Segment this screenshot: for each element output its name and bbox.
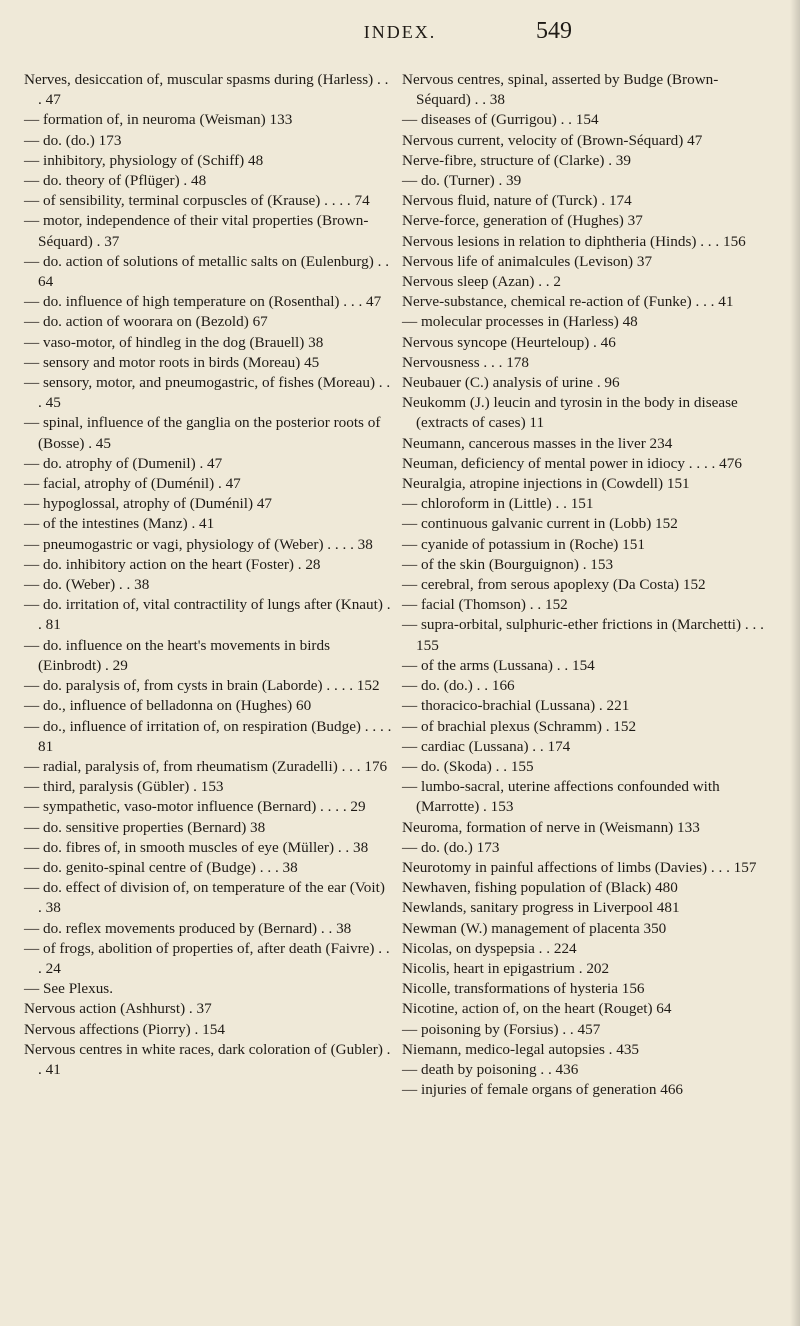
index-entry: Neubauer (C.) analysis of urine . 96 bbox=[402, 374, 620, 392]
index-entry: Nervous fluid, nature of (Turck) . 174 bbox=[402, 192, 632, 210]
index-entry: — hypoglossal, atrophy of (Duménil) 47 bbox=[24, 495, 273, 513]
index-entry: Nicolis, heart in epigastrium . 202 bbox=[402, 959, 610, 977]
index-entry: Nervous centres in white races, dark coloration of (Gubler) . . 41 bbox=[24, 1040, 391, 1078]
index-entry: — diseases of (Gurrigou) . . 154 bbox=[402, 111, 599, 129]
index-entry: Newhaven, fishing population of (Black) 480 bbox=[402, 879, 678, 897]
index-entry: — cyanide of potassium in (Roche) 151 bbox=[402, 535, 645, 553]
index-entry: Nerves, desiccation of, muscular spasms during (Harless) . . . 47 bbox=[24, 71, 389, 109]
index-entry: — do. paralysis of, from cysts in brain (Laborde) . . . . 152 bbox=[24, 677, 380, 695]
index-entry: — do. influence on the heart's movements in birds (Einbrodt) . 29 bbox=[24, 636, 330, 674]
index-entry: — do., influence of irritation of, on respiration (Budge) . . . . 81 bbox=[24, 717, 392, 755]
index-entry: Nicolle, transformations of hysteria 156 bbox=[402, 980, 645, 998]
index-entry: Neumann, cancerous masses in the liver 234 bbox=[402, 434, 673, 452]
index-entry: — do. fibres of, in smooth muscles of eye (Müller) . . 38 bbox=[24, 838, 369, 856]
index-entry: Neukomm (J.) leucin and tyrosin in the body in disease (extracts of cases) 11 bbox=[402, 394, 738, 432]
index-entry: — of the intestines (Manz) . 41 bbox=[24, 515, 215, 533]
index-entry: Nicolas, on dyspepsia . . 224 bbox=[402, 939, 577, 957]
index-entry: — of the skin (Bourguignon) . 153 bbox=[402, 555, 614, 573]
index-entry: — facial, atrophy of (Duménil) . 47 bbox=[24, 475, 241, 493]
index-entry: — do. inhibitory action on the heart (Foster) . 28 bbox=[24, 555, 321, 573]
index-entry: — poisoning by (Forsius) . . 457 bbox=[402, 1020, 601, 1038]
index-entry: Nervous affections (Piorry) . 154 bbox=[24, 1020, 225, 1038]
index-entry: — do. action of solutions of metallic salts on (Eulenburg) . . 64 bbox=[24, 252, 390, 291]
index-entry: Nerve-fibre, structure of (Clarke) . 39 bbox=[402, 151, 631, 169]
index-entry: — sensory and motor roots in birds (Moreau) 45 bbox=[24, 353, 320, 371]
index-entry: — do., influence of belladonna on (Hughes) 60 bbox=[24, 697, 312, 715]
index-entry: — cerebral, from serous apoplexy (Da Costa) 152 bbox=[402, 576, 706, 594]
index-entry: — do. reflex movements produced by (Bernard) . . 38 bbox=[24, 919, 352, 937]
index-entry: — do. (do.) 173 bbox=[24, 131, 122, 149]
index-entry: — do. (do.) . . 166 bbox=[402, 677, 515, 695]
index-entry: — chloroform in (Little) . . 151 bbox=[402, 495, 594, 513]
index-entry: Nerve-force, generation of (Hughes) 37 bbox=[402, 212, 643, 230]
index-entry: — do. effect of division of, on temperature of the ear (Voit) . 38 bbox=[24, 879, 385, 917]
index-entry: Nervous centres, spinal, asserted by Budge (Brown-Séquard) . . 38 bbox=[402, 71, 719, 109]
index-entry: — do. sensitive properties (Bernard) 38 bbox=[24, 818, 266, 836]
index-entry: Niemann, medico-legal autopsies . 435 bbox=[402, 1040, 640, 1058]
index-entry: — do. theory of (Pflüger) . 48 bbox=[24, 172, 207, 190]
index-entry: Nervous life of animalcules (Levison) 37 bbox=[402, 252, 653, 270]
index-entry: Nervous lesions in relation to diphtheria (Hinds) . . . 156 bbox=[402, 232, 746, 250]
index-entry: Neuralgia, atropine injections in (Cowdell) 151 bbox=[402, 475, 690, 493]
index-entry: — spinal, influence of the ganglia on the posterior roots of (Bosse) . 45 bbox=[24, 414, 381, 452]
index-entry: Nervous sleep (Azan) . . 2 bbox=[402, 273, 561, 291]
index-entry: Nicotine, action of, on the heart (Rouget) 64 bbox=[402, 1000, 672, 1018]
index-entry: — do. (do.) 173 bbox=[402, 838, 500, 856]
page-title: INDEX. bbox=[363, 22, 437, 42]
index-entry: Neuman, deficiency of mental power in idiocy . . . . 476 bbox=[402, 454, 742, 472]
index-entry: — sensory, motor, and pneumogastric, of fishes (Moreau) . . . 45 bbox=[24, 374, 391, 412]
index-entry: — lumbo-sacral, uterine affections confounded with (Marrotte) . 153 bbox=[402, 778, 720, 816]
index-entry: — do. (Weber) . . 38 bbox=[24, 576, 150, 594]
index-entry: — sympathetic, vaso-motor influence (Bernard) . . . . 29 bbox=[24, 798, 366, 816]
page-number: 549 bbox=[536, 18, 572, 44]
index-entry: — do. influence of high temperature on (Rosenthal) . . . 47 bbox=[24, 293, 382, 311]
index-entry: — facial (Thomson) . . 152 bbox=[402, 596, 568, 614]
index-entry: — death by poisoning . . 436 bbox=[402, 1060, 579, 1078]
index-entry: Nervous syncope (Heurteloup) . 46 bbox=[402, 333, 616, 351]
index-entry: — do. (Skoda) . . 155 bbox=[402, 757, 534, 775]
index-entry: — formation of, in neuroma (Weisman) 133 bbox=[24, 111, 293, 129]
index-entry: — of frogs, abolition of properties of, after death (Faivre) . . . 24 bbox=[24, 939, 390, 977]
index-entry: — do. action of woorara on (Bezold) 67 bbox=[24, 313, 268, 331]
index-entry: Newlands, sanitary progress in Liverpool 481 bbox=[402, 899, 680, 917]
index-entry: — thoracico-brachial (Lussana) . 221 bbox=[402, 697, 630, 715]
index-entry: — supra-orbital, sulphuric-ether frictions in (Marchetti) . . . 155 bbox=[402, 616, 764, 654]
index-entry: Nervousness . . . 178 bbox=[402, 353, 529, 371]
page-header bbox=[0, 12, 800, 58]
index-entry: Neurotomy in painful affections of limbs (Davies) . . . 157 bbox=[402, 858, 757, 876]
index-entry: — motor, independence of their vital properties (Brown-Séquard) . 37 bbox=[24, 212, 369, 250]
index-entry: — third, paralysis (Gübler) . 153 bbox=[24, 778, 224, 796]
index-entry: Newman (W.) management of placenta 350 bbox=[402, 919, 667, 937]
index-entry: Nerve-substance, chemical re-action of (Funke) . . . 41 bbox=[402, 293, 734, 311]
index-column-right bbox=[402, 70, 768, 1100]
index-entry: — radial, paralysis of, from rheumatism (Zuradelli) . . . 176 bbox=[24, 757, 388, 775]
index-entry: — See Plexus. bbox=[24, 980, 114, 998]
page-edge-shadow bbox=[790, 0, 800, 1326]
index-entry: Nervous action (Ashhurst) . 37 bbox=[24, 1000, 212, 1018]
index-entry: — do. irritation of, vital contractility of lungs after (Knaut) . . 81 bbox=[24, 596, 391, 634]
index-entry: — do. genito-spinal centre of (Budge) . . . 38 bbox=[24, 858, 298, 876]
index-column-left bbox=[24, 70, 392, 1080]
index-entry: — do. (Turner) . 39 bbox=[402, 172, 522, 190]
index-entry: — of sensibility, terminal corpuscles of (Krause) . . . . 74 bbox=[24, 192, 370, 210]
index-entry: Neuroma, formation of nerve in (Weismann) 133 bbox=[402, 818, 700, 836]
index-entry: — injuries of female organs of generation 466 bbox=[402, 1081, 684, 1099]
index-entry: Nervous current, velocity of (Brown-Séquard) 47 bbox=[402, 131, 703, 149]
index-entry: — molecular processes in (Harless) 48 bbox=[402, 313, 638, 331]
index-entry: — pneumogastric or vagi, physiology of (Weber) . . . . 38 bbox=[24, 535, 373, 553]
index-entry: — of brachial plexus (Schramm) . 152 bbox=[402, 717, 637, 735]
index-entry: — cardiac (Lussana) . . 174 bbox=[402, 737, 571, 755]
index-entry: — vaso-motor, of hindleg in the dog (Brauell) 38 bbox=[24, 333, 324, 351]
index-entry: — continuous galvanic current in (Lobb) 152 bbox=[402, 515, 678, 533]
index-entry: — of the arms (Lussana) . . 154 bbox=[402, 656, 595, 674]
index-entry: — do. atrophy of (Dumenil) . 47 bbox=[24, 454, 223, 472]
index-entry: — inhibitory, physiology of (Schiff) 48 bbox=[24, 151, 264, 169]
